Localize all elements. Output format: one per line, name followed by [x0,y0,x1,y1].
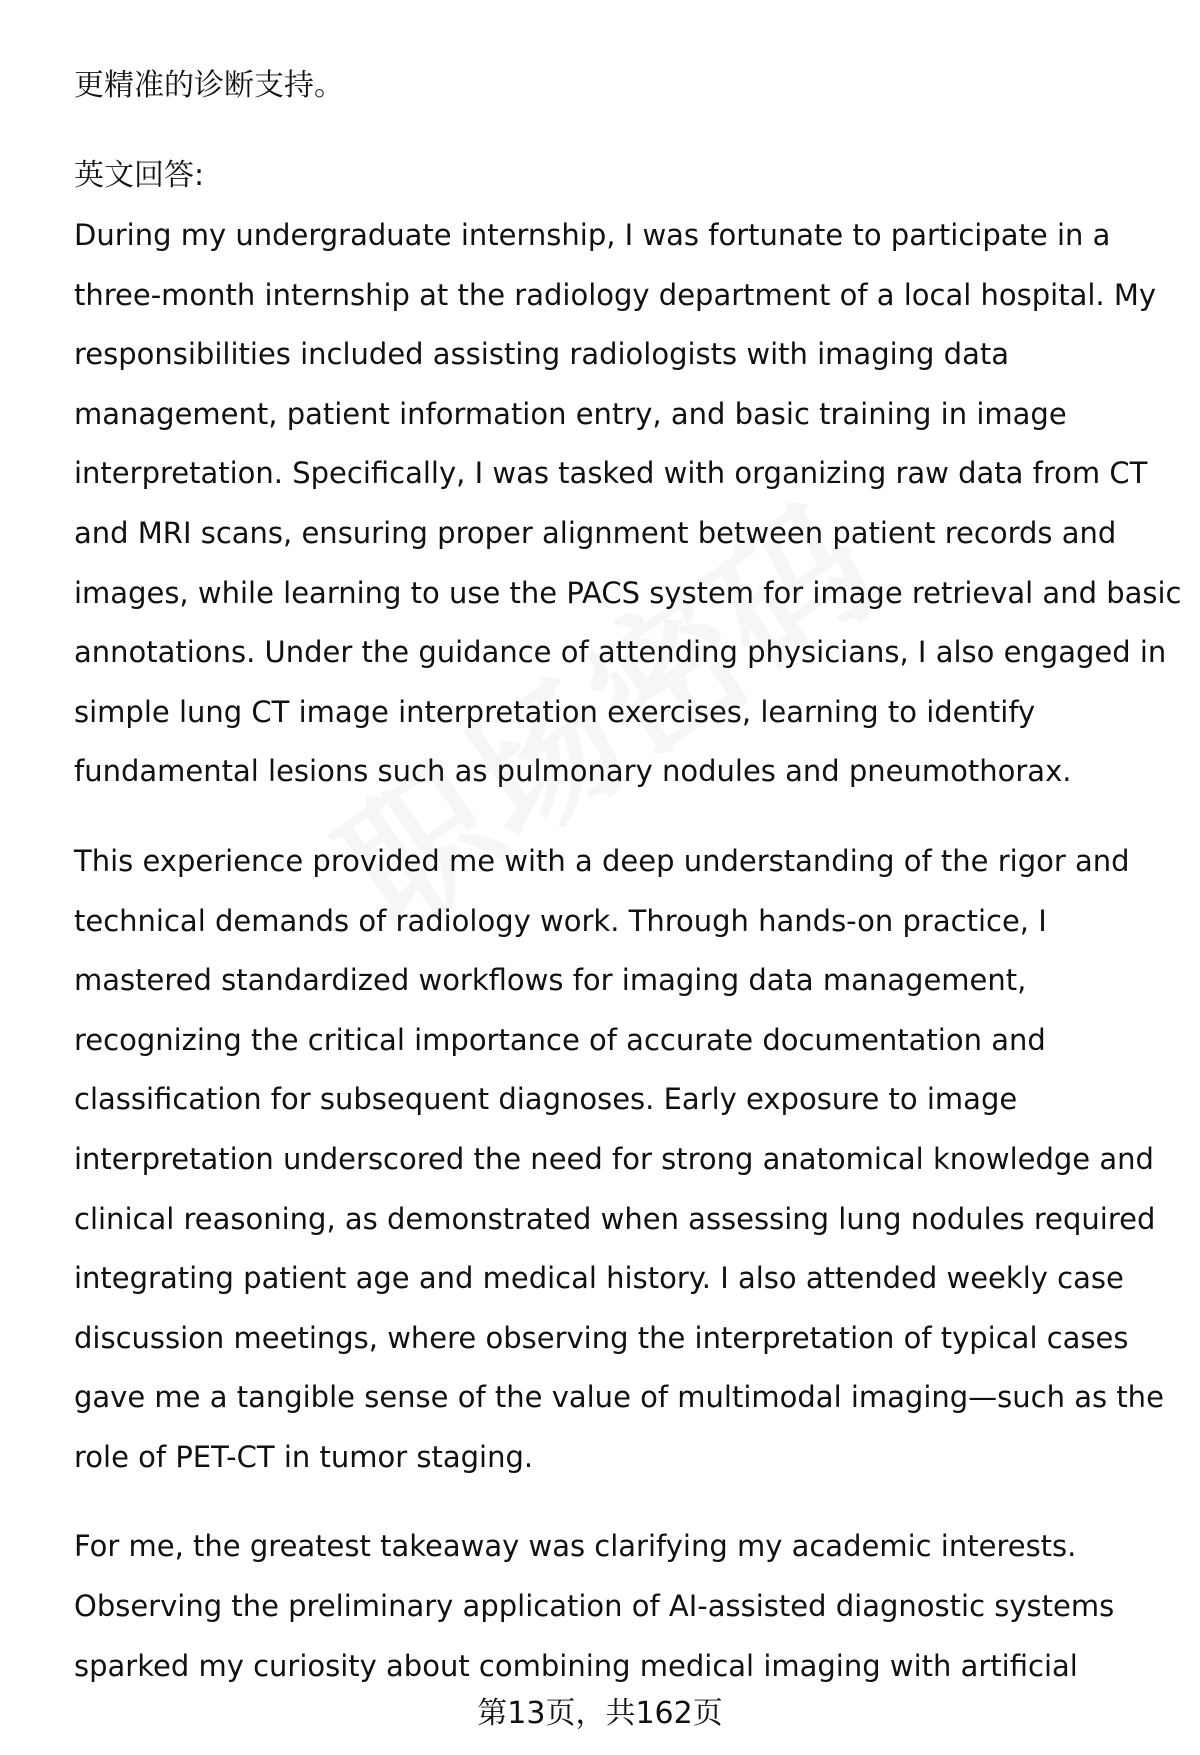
paragraph-line: role of PET-CT in tumor staging. [74,1439,534,1474]
paragraph-line: mastered standardized workflows for imaging data management, [74,963,1027,998]
paragraph-line: integrating patient age and medical history. I also attended weekly case [74,1261,1124,1296]
paragraph-line: interpretation underscored the need for strong anatomical knowledge and [74,1141,1154,1176]
paragraph-line: classification for subsequent diagnoses. Early exposure to image [74,1082,1018,1117]
page-number-footer: 第13页，共162页 [477,1696,723,1731]
paragraph-line: For me, the greatest takeaway was clarifying my academic interests. [74,1529,1077,1564]
paragraph-2 [74,832,1164,1488]
paragraph-line: management, patient information entry, and basic training in image [74,396,1067,431]
answer-heading: 英文回答: [74,158,205,193]
paragraph-line: This experience provided me with a deep understanding of the rigor and [74,843,1130,878]
paragraph-line: sparked my curiosity about combining medical imaging with artificial [74,1648,1078,1683]
paragraph-line: interpretation. Specifically, I was tasked with organizing raw data from CT [74,456,1148,491]
paragraph-line: fundamental lesions such as pulmonary nodules and pneumothorax. [74,754,1072,789]
document-body [74,56,1182,1726]
paragraph-line: Observing the preliminary application of AI-assisted diagnostic systems [74,1589,1115,1624]
paragraph-line: responsibilities included assisting radiologists with imaging data [74,337,1009,372]
paragraph-line: simple lung CT image interpretation exercises, learning to identify [74,694,1036,729]
intro-line: 更精准的诊断支持。 [74,68,344,103]
paragraph-line: During my undergraduate internship, I was fortunate to participate in a [74,218,1111,252]
paragraph-1 [74,206,1182,802]
paragraph-line: images, while learning to use the PACS system for image retrieval and basic [74,575,1182,610]
paragraph-line: annotations. Under the guidance of attending physicians, I also engaged in [74,635,1167,670]
paragraph-line: discussion meetings, where observing the interpretation of typical cases [74,1320,1129,1355]
paragraph-3 [74,1517,1164,1696]
paragraph-line: recognizing the critical importance of accurate documentation and [74,1022,1046,1057]
paragraph-line: and MRI scans, ensuring proper alignment between patient records and [74,515,1117,550]
paragraph-line: clinical reasoning, as demonstrated when assessing lung nodules required [74,1201,1156,1236]
paragraph-line: three-month internship at the radiology department of a local hospital. My [74,277,1157,312]
paragraph-line: gave me a tangible sense of the value of multimodal imaging—such as the [74,1380,1164,1415]
paragraph-line: technical demands of radiology work. Through hands-on practice, I [74,903,1047,938]
